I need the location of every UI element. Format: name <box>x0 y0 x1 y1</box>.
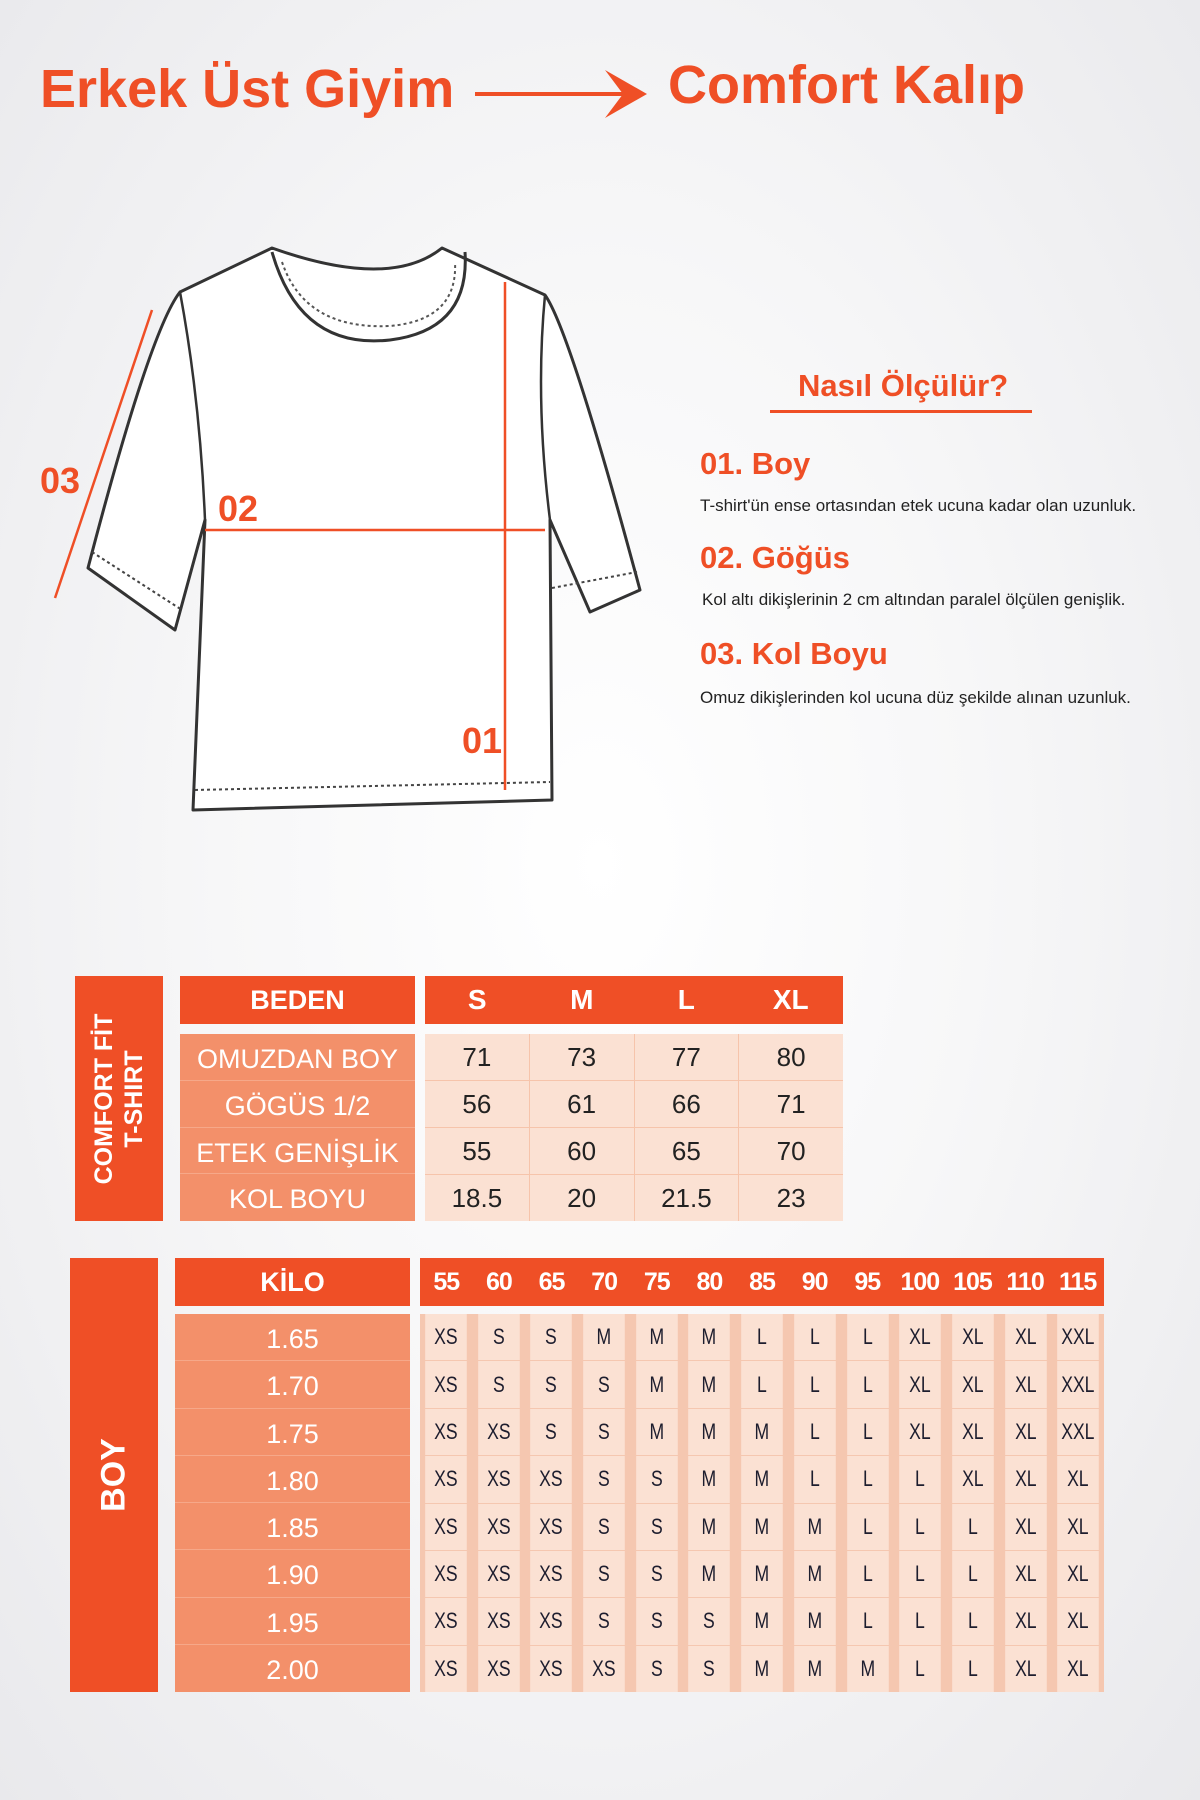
fit-size-cell: L <box>952 1504 993 1550</box>
fit-size-cell: M <box>689 1314 730 1360</box>
fit-size-cell: M <box>636 1409 677 1455</box>
fit-size-cell: M <box>741 1551 782 1597</box>
size-value-cell: 66 <box>635 1081 739 1127</box>
fit-size-cell: M <box>636 1361 677 1407</box>
height-label-cell: 1.80 <box>175 1456 410 1503</box>
header-right-title: Comfort Kalıp <box>668 55 1025 115</box>
fit-size-cell: S <box>636 1551 677 1597</box>
fit-size-cell: XS <box>478 1646 519 1692</box>
fit-size-cell: XL <box>1005 1504 1046 1550</box>
size-value-cell: 60 <box>530 1128 634 1174</box>
fit-size-cell: L <box>899 1598 940 1644</box>
step-3-desc: Omuz dikişlerinden kol ucuna düz şekilde alınan uzunluk. <box>700 688 1131 707</box>
fit-size-cell: S <box>636 1598 677 1644</box>
fit-size-cell: L <box>741 1314 782 1360</box>
fit-size-cell: XS <box>425 1646 466 1692</box>
fit-size-cell: XL <box>1005 1409 1046 1455</box>
fit-size-cell: XS <box>478 1409 519 1455</box>
fit-table-height-labels <box>175 1314 410 1692</box>
size-header-l: L <box>634 976 739 1024</box>
fit-size-cell: L <box>899 1456 940 1502</box>
fit-size-cell: XL <box>1057 1598 1098 1644</box>
fit-size-cell: XS <box>425 1409 466 1455</box>
measure-label-03: 03 <box>40 460 81 501</box>
fit-size-cell: M <box>741 1598 782 1644</box>
step-1-desc: T-shirt'ün ense ortasından etek ucuna kadar olan uzunluk. <box>700 496 1137 515</box>
weight-header-cell: 100 <box>894 1258 947 1306</box>
size-value-cell: 21.5 <box>635 1175 739 1221</box>
fit-size-cell: S <box>583 1551 624 1597</box>
fit-size-cell: S <box>531 1314 572 1360</box>
size-table-header-beden: BEDEN <box>180 976 415 1024</box>
size-row-label: OMUZDAN BOY <box>180 1034 415 1081</box>
size-table-side-label-1: COMFORT FİT <box>90 1013 118 1184</box>
size-value-cell: 65 <box>635 1128 739 1174</box>
fit-size-cell: XL <box>1005 1314 1046 1360</box>
size-value-cell: 20 <box>530 1175 634 1221</box>
fit-size-cell: L <box>847 1598 888 1644</box>
fit-size-cell: L <box>952 1551 993 1597</box>
fit-size-cell: S <box>636 1646 677 1692</box>
fit-size-cell: S <box>583 1504 624 1550</box>
size-row-label: ETEK GENİŞLİK <box>180 1128 415 1175</box>
fit-table-side-band <box>70 1258 158 1692</box>
fit-size-cell: L <box>794 1456 835 1502</box>
fit-table-side-label: BOY <box>94 1438 133 1512</box>
fit-size-cell: XL <box>1005 1456 1046 1502</box>
measure-label-01: 01 <box>462 720 503 761</box>
size-value-cell: 77 <box>635 1034 739 1080</box>
fit-table-weight-header <box>420 1258 1104 1306</box>
fit-size-cell: M <box>741 1504 782 1550</box>
weight-header-cell: 110 <box>999 1258 1052 1306</box>
fit-size-cell: XS <box>531 1646 572 1692</box>
fit-size-cell: S <box>478 1361 519 1407</box>
fit-size-cell: M <box>689 1456 730 1502</box>
fit-size-cell: L <box>847 1504 888 1550</box>
size-value-cell: 73 <box>530 1034 634 1080</box>
fit-size-cell: XL <box>899 1409 940 1455</box>
fit-size-cell: XL <box>952 1361 993 1407</box>
height-label-cell: 2.00 <box>175 1645 410 1692</box>
size-table-size-header <box>425 976 843 1024</box>
fit-size-cell: S <box>689 1598 730 1644</box>
fit-size-cell: XL <box>1057 1456 1098 1502</box>
fit-size-cell: XL <box>899 1361 940 1407</box>
fit-size-cell: M <box>583 1314 624 1360</box>
tshirt-diagram <box>40 230 700 830</box>
size-row-label: GÖGÜS 1/2 <box>180 1081 415 1128</box>
height-label-cell: 1.75 <box>175 1409 410 1456</box>
how-to-title: Nasıl Ölçülür? <box>798 368 1009 403</box>
fit-size-cell: XL <box>1005 1598 1046 1644</box>
fit-size-cell: XS <box>478 1504 519 1550</box>
fit-size-cell: XS <box>478 1551 519 1597</box>
fit-size-cell: M <box>689 1361 730 1407</box>
fit-size-cell: XL <box>1005 1361 1046 1407</box>
fit-table-header-kilo: KİLO <box>175 1258 410 1306</box>
fit-size-cell: M <box>741 1409 782 1455</box>
fit-size-cell: L <box>794 1314 835 1360</box>
weight-header-cell: 105 <box>946 1258 999 1306</box>
weight-header-cell: 60 <box>473 1258 526 1306</box>
step-2-desc: Kol altı dikişlerinin 2 cm altından paralel ölçülen genişlik. <box>702 590 1126 609</box>
weight-header-cell: 115 <box>1051 1258 1104 1306</box>
weight-header-cell: 55 <box>420 1258 473 1306</box>
fit-size-cell: L <box>847 1361 888 1407</box>
fit-size-cell: L <box>847 1456 888 1502</box>
fit-size-cell: M <box>636 1314 677 1360</box>
fit-size-cell: XL <box>952 1456 993 1502</box>
arrow-right-icon <box>475 64 651 124</box>
weight-header-cell: 95 <box>841 1258 894 1306</box>
size-table-side-label-2: T-SHIRT <box>120 1049 148 1148</box>
fit-size-cell: M <box>847 1646 888 1692</box>
fit-size-cell: XL <box>1005 1646 1046 1692</box>
fit-size-cell: XS <box>478 1456 519 1502</box>
size-header-s: S <box>425 976 530 1024</box>
fit-size-cell: M <box>689 1409 730 1455</box>
fit-size-cell: XS <box>531 1504 572 1550</box>
size-value-cell: 23 <box>739 1175 843 1221</box>
fit-size-cell: XS <box>425 1456 466 1502</box>
step-2-title: 02. Göğüs <box>700 540 850 575</box>
fit-size-cell: L <box>899 1551 940 1597</box>
fit-size-cell: S <box>583 1361 624 1407</box>
size-value-cell: 71 <box>739 1081 843 1127</box>
fit-size-cell: S <box>531 1409 572 1455</box>
size-value-cell: 18.5 <box>425 1175 529 1221</box>
fit-size-cell: L <box>952 1646 993 1692</box>
fit-size-cell: XS <box>425 1598 466 1644</box>
height-label-cell: 1.90 <box>175 1550 410 1597</box>
fit-size-cell: XL <box>1057 1646 1098 1692</box>
fit-size-cell: S <box>689 1646 730 1692</box>
fit-size-cell: L <box>952 1598 993 1644</box>
fit-size-cell: XL <box>952 1409 993 1455</box>
size-header-m: M <box>530 976 635 1024</box>
fit-size-cell: XL <box>1057 1504 1098 1550</box>
size-table-values <box>425 1034 843 1221</box>
size-value-cell: 56 <box>425 1081 529 1127</box>
fit-size-cell: L <box>794 1361 835 1407</box>
measure-label-02: 02 <box>218 488 259 529</box>
size-value-cell: 71 <box>425 1034 529 1080</box>
fit-size-cell: M <box>794 1551 835 1597</box>
fit-size-cell: L <box>741 1361 782 1407</box>
fit-size-cell: L <box>794 1409 835 1455</box>
fit-size-cell: XS <box>478 1598 519 1644</box>
how-to-underline <box>770 410 1032 413</box>
size-value-cell: 80 <box>739 1034 843 1080</box>
fit-size-cell: M <box>689 1551 730 1597</box>
height-label-cell: 1.95 <box>175 1598 410 1645</box>
fit-size-cell: M <box>794 1598 835 1644</box>
fit-size-cell: M <box>741 1646 782 1692</box>
fit-size-cell: S <box>478 1314 519 1360</box>
height-label-cell: 1.85 <box>175 1503 410 1550</box>
fit-size-cell: M <box>741 1456 782 1502</box>
step-3-title: 03. Kol Boyu <box>700 636 888 671</box>
height-label-cell: 1.65 <box>175 1314 410 1361</box>
fit-size-cell: L <box>899 1646 940 1692</box>
fit-size-cell: S <box>583 1456 624 1502</box>
fit-size-cell: S <box>531 1361 572 1407</box>
fit-size-cell: XS <box>425 1504 466 1550</box>
fit-size-cell: XS <box>583 1646 624 1692</box>
fit-size-cell: S <box>636 1504 677 1550</box>
fit-size-cell: XS <box>425 1551 466 1597</box>
fit-size-cell: XS <box>531 1456 572 1502</box>
weight-header-cell: 70 <box>578 1258 631 1306</box>
weight-header-cell: 80 <box>683 1258 736 1306</box>
fit-size-cell: XXL <box>1057 1361 1098 1407</box>
fit-size-cell: XS <box>425 1361 466 1407</box>
size-value-cell: 70 <box>739 1128 843 1174</box>
size-row-label: KOL BOYU <box>180 1174 415 1221</box>
fit-size-cell: S <box>583 1409 624 1455</box>
fit-size-cell: M <box>794 1504 835 1550</box>
height-label-cell: 1.70 <box>175 1361 410 1408</box>
size-value-cell: 61 <box>530 1081 634 1127</box>
size-table-side-band <box>75 976 163 1221</box>
fit-size-cell: L <box>899 1504 940 1550</box>
size-header-xl: XL <box>739 976 844 1024</box>
fit-size-cell: S <box>636 1456 677 1502</box>
weight-header-cell: 90 <box>788 1258 841 1306</box>
fit-size-cell: XL <box>899 1314 940 1360</box>
header-left-title: Erkek Üst Giyim <box>40 59 455 119</box>
fit-size-cell: XXL <box>1057 1409 1098 1455</box>
fit-size-cell: M <box>689 1504 730 1550</box>
fit-size-cell: L <box>847 1314 888 1360</box>
weight-header-cell: 65 <box>525 1258 578 1306</box>
fit-size-cell: XL <box>1005 1551 1046 1597</box>
fit-size-cell: XS <box>531 1551 572 1597</box>
fit-size-cell: XS <box>531 1598 572 1644</box>
step-1-title: 01. Boy <box>700 446 811 481</box>
size-table-labels <box>180 1034 415 1221</box>
fit-size-cell: S <box>583 1598 624 1644</box>
fit-size-cell: XXL <box>1057 1314 1098 1360</box>
fit-table-sizes <box>420 1314 1104 1692</box>
weight-header-cell: 85 <box>736 1258 789 1306</box>
fit-size-cell: L <box>847 1551 888 1597</box>
fit-size-cell: XL <box>952 1314 993 1360</box>
weight-header-cell: 75 <box>630 1258 683 1306</box>
fit-size-cell: XS <box>425 1314 466 1360</box>
fit-size-cell: M <box>794 1646 835 1692</box>
fit-size-cell: L <box>847 1409 888 1455</box>
fit-size-cell: XL <box>1057 1551 1098 1597</box>
size-value-cell: 55 <box>425 1128 529 1174</box>
